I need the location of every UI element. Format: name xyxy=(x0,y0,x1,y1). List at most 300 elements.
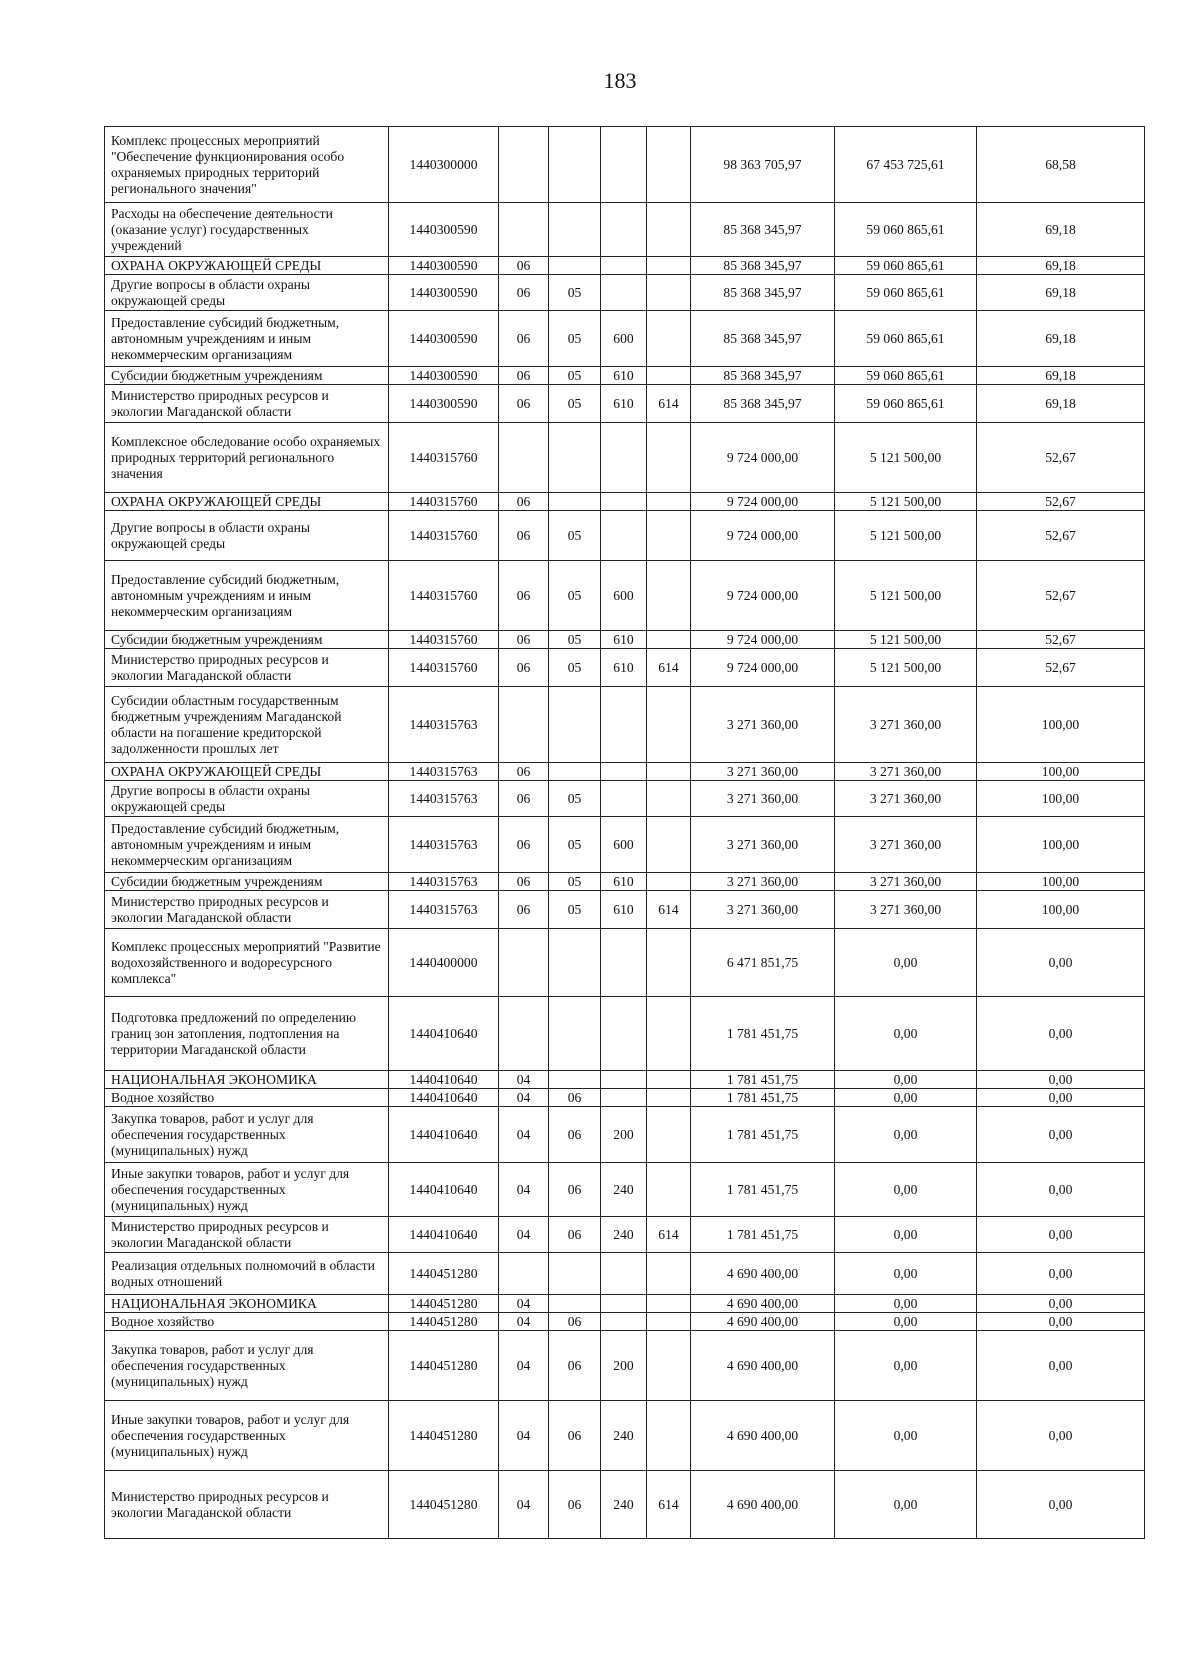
section-code-cell: 04 xyxy=(499,1107,549,1163)
ministry-code-cell xyxy=(647,1071,691,1089)
ministry-code-cell xyxy=(647,257,691,275)
execution-percent-cell: 69,18 xyxy=(977,275,1145,311)
executed-amount-cell: 0,00 xyxy=(835,929,977,997)
target-code-cell: 1440300000 xyxy=(389,127,499,203)
table-row xyxy=(105,1217,1145,1253)
subsection-code-cell xyxy=(549,423,601,493)
executed-amount-cell: 0,00 xyxy=(835,1471,977,1539)
ministry-code-cell xyxy=(647,1107,691,1163)
section-code-cell: 06 xyxy=(499,275,549,311)
table-row xyxy=(105,511,1145,561)
table-row xyxy=(105,493,1145,511)
target-code-cell: 1440410640 xyxy=(389,1217,499,1253)
execution-percent-cell: 0,00 xyxy=(977,1471,1145,1539)
row-name-cell: Министерство природных ресурсов и экологии Магаданской области xyxy=(105,1217,389,1253)
subsection-code-cell: 06 xyxy=(549,1217,601,1253)
target-code-cell: 1440315763 xyxy=(389,891,499,929)
expense-type-cell xyxy=(601,687,647,763)
execution-percent-cell: 0,00 xyxy=(977,1107,1145,1163)
section-code-cell: 06 xyxy=(499,511,549,561)
section-code-cell: 06 xyxy=(499,763,549,781)
table-row xyxy=(105,1295,1145,1313)
execution-percent-cell: 0,00 xyxy=(977,1253,1145,1295)
table-row xyxy=(105,127,1145,203)
section-code-cell: 06 xyxy=(499,385,549,423)
target-code-cell: 1440410640 xyxy=(389,1107,499,1163)
section-code-cell xyxy=(499,127,549,203)
subsection-code-cell: 05 xyxy=(549,649,601,687)
planned-amount-cell: 1 781 451,75 xyxy=(691,1163,835,1217)
row-name-cell: Подготовка предложений по определению границ зон затопления, подтопления на территории Магаданской области xyxy=(105,997,389,1071)
section-code-cell: 04 xyxy=(499,1295,549,1313)
table-row xyxy=(105,1089,1145,1107)
planned-amount-cell: 3 271 360,00 xyxy=(691,817,835,873)
page-number: 183 xyxy=(603,68,637,93)
planned-amount-cell: 4 690 400,00 xyxy=(691,1401,835,1471)
planned-amount-cell: 9 724 000,00 xyxy=(691,493,835,511)
planned-amount-cell: 4 690 400,00 xyxy=(691,1295,835,1313)
planned-amount-cell: 9 724 000,00 xyxy=(691,511,835,561)
subsection-code-cell xyxy=(549,687,601,763)
execution-percent-cell: 69,18 xyxy=(977,311,1145,367)
executed-amount-cell: 5 121 500,00 xyxy=(835,423,977,493)
subsection-code-cell: 05 xyxy=(549,781,601,817)
subsection-code-cell: 06 xyxy=(549,1089,601,1107)
section-code-cell xyxy=(499,203,549,257)
table-row xyxy=(105,997,1145,1071)
table-row xyxy=(105,781,1145,817)
subsection-code-cell xyxy=(549,493,601,511)
row-name-cell: Субсидии бюджетным учреждениям xyxy=(105,873,389,891)
table-row xyxy=(105,763,1145,781)
subsection-code-cell xyxy=(549,203,601,257)
table-row xyxy=(105,1107,1145,1163)
ministry-code-cell xyxy=(647,1295,691,1313)
row-name-cell: Иные закупки товаров, работ и услуг для обеспечения государственных (муниципальных) нужд xyxy=(105,1163,389,1217)
executed-amount-cell: 59 060 865,61 xyxy=(835,203,977,257)
planned-amount-cell: 3 271 360,00 xyxy=(691,763,835,781)
planned-amount-cell: 4 690 400,00 xyxy=(691,1253,835,1295)
target-code-cell: 1440451280 xyxy=(389,1331,499,1401)
section-code-cell xyxy=(499,929,549,997)
ministry-code-cell xyxy=(647,781,691,817)
ministry-code-cell xyxy=(647,1089,691,1107)
target-code-cell: 1440451280 xyxy=(389,1295,499,1313)
section-code-cell: 04 xyxy=(499,1313,549,1331)
expense-type-cell: 240 xyxy=(601,1471,647,1539)
execution-percent-cell: 69,18 xyxy=(977,385,1145,423)
ministry-code-cell xyxy=(647,631,691,649)
executed-amount-cell: 59 060 865,61 xyxy=(835,257,977,275)
target-code-cell: 1440410640 xyxy=(389,1089,499,1107)
table-row xyxy=(105,1471,1145,1539)
planned-amount-cell: 4 690 400,00 xyxy=(691,1471,835,1539)
execution-percent-cell: 52,67 xyxy=(977,631,1145,649)
row-name-cell: Субсидии областным государственным бюджетным учреждениям Магаданской области на погашение кредиторской задолженности прошлых лет xyxy=(105,687,389,763)
ministry-code-cell xyxy=(647,817,691,873)
ministry-code-cell: 614 xyxy=(647,1217,691,1253)
row-name-cell: Водное хозяйство xyxy=(105,1313,389,1331)
target-code-cell: 1440315760 xyxy=(389,561,499,631)
table-row xyxy=(105,561,1145,631)
planned-amount-cell: 9 724 000,00 xyxy=(691,423,835,493)
target-code-cell: 1440315760 xyxy=(389,493,499,511)
table-row xyxy=(105,367,1145,385)
planned-amount-cell: 9 724 000,00 xyxy=(691,649,835,687)
section-code-cell: 06 xyxy=(499,873,549,891)
target-code-cell: 1440315760 xyxy=(389,423,499,493)
section-code-cell: 04 xyxy=(499,1217,549,1253)
subsection-code-cell: 06 xyxy=(549,1401,601,1471)
planned-amount-cell: 1 781 451,75 xyxy=(691,997,835,1071)
executed-amount-cell: 5 121 500,00 xyxy=(835,511,977,561)
expense-type-cell xyxy=(601,275,647,311)
row-name-cell: Закупка товаров, работ и услуг для обеспечения государственных (муниципальных) нужд xyxy=(105,1107,389,1163)
planned-amount-cell: 85 368 345,97 xyxy=(691,257,835,275)
section-code-cell: 06 xyxy=(499,817,549,873)
row-name-cell: Предоставление субсидий бюджетным, автономным учреждениям и иным некоммерческим организациям xyxy=(105,817,389,873)
section-code-cell: 06 xyxy=(499,367,549,385)
planned-amount-cell: 6 471 851,75 xyxy=(691,929,835,997)
subsection-code-cell: 05 xyxy=(549,891,601,929)
section-code-cell xyxy=(499,423,549,493)
row-name-cell: Субсидии бюджетным учреждениям xyxy=(105,367,389,385)
subsection-code-cell xyxy=(549,997,601,1071)
target-code-cell: 1440410640 xyxy=(389,997,499,1071)
target-code-cell: 1440315763 xyxy=(389,687,499,763)
target-code-cell: 1440300590 xyxy=(389,385,499,423)
subsection-code-cell: 05 xyxy=(549,561,601,631)
row-name-cell: Другие вопросы в области охраны окружающей среды xyxy=(105,511,389,561)
expense-type-cell: 610 xyxy=(601,385,647,423)
expense-type-cell: 610 xyxy=(601,873,647,891)
target-code-cell: 1440315760 xyxy=(389,631,499,649)
planned-amount-cell: 1 781 451,75 xyxy=(691,1089,835,1107)
execution-percent-cell: 100,00 xyxy=(977,817,1145,873)
executed-amount-cell: 59 060 865,61 xyxy=(835,311,977,367)
subsection-code-cell: 06 xyxy=(549,1107,601,1163)
row-name-cell: НАЦИОНАЛЬНАЯ ЭКОНОМИКА xyxy=(105,1071,389,1089)
section-code-cell xyxy=(499,1253,549,1295)
executed-amount-cell: 0,00 xyxy=(835,1217,977,1253)
row-name-cell: Министерство природных ресурсов и экологии Магаданской области xyxy=(105,891,389,929)
executed-amount-cell: 3 271 360,00 xyxy=(835,781,977,817)
executed-amount-cell: 5 121 500,00 xyxy=(835,649,977,687)
target-code-cell: 1440451280 xyxy=(389,1401,499,1471)
execution-percent-cell: 100,00 xyxy=(977,873,1145,891)
execution-percent-cell: 52,67 xyxy=(977,649,1145,687)
ministry-code-cell xyxy=(647,929,691,997)
expense-type-cell: 600 xyxy=(601,311,647,367)
subsection-code-cell: 05 xyxy=(549,275,601,311)
subsection-code-cell xyxy=(549,1071,601,1089)
table-row xyxy=(105,385,1145,423)
target-code-cell: 1440400000 xyxy=(389,929,499,997)
target-code-cell: 1440300590 xyxy=(389,311,499,367)
row-name-cell: Министерство природных ресурсов и экологии Магаданской области xyxy=(105,649,389,687)
subsection-code-cell xyxy=(549,127,601,203)
execution-percent-cell: 69,18 xyxy=(977,257,1145,275)
subsection-code-cell: 05 xyxy=(549,817,601,873)
row-name-cell: Другие вопросы в области охраны окружающей среды xyxy=(105,781,389,817)
planned-amount-cell: 1 781 451,75 xyxy=(691,1071,835,1089)
expense-type-cell xyxy=(601,493,647,511)
target-code-cell: 1440410640 xyxy=(389,1071,499,1089)
expense-type-cell xyxy=(601,423,647,493)
row-name-cell: ОХРАНА ОКРУЖАЮЩЕЙ СРЕДЫ xyxy=(105,763,389,781)
ministry-code-cell xyxy=(647,1253,691,1295)
section-code-cell: 06 xyxy=(499,891,549,929)
executed-amount-cell: 5 121 500,00 xyxy=(835,631,977,649)
planned-amount-cell: 98 363 705,97 xyxy=(691,127,835,203)
subsection-code-cell: 06 xyxy=(549,1471,601,1539)
expense-type-cell: 240 xyxy=(601,1163,647,1217)
execution-percent-cell: 52,67 xyxy=(977,511,1145,561)
section-code-cell: 06 xyxy=(499,631,549,649)
ministry-code-cell xyxy=(647,561,691,631)
expense-type-cell xyxy=(601,1253,647,1295)
subsection-code-cell: 05 xyxy=(549,311,601,367)
section-code-cell: 06 xyxy=(499,311,549,367)
ministry-code-cell: 614 xyxy=(647,891,691,929)
expense-type-cell xyxy=(601,257,647,275)
ministry-code-cell xyxy=(647,873,691,891)
expense-type-cell xyxy=(601,997,647,1071)
planned-amount-cell: 4 690 400,00 xyxy=(691,1331,835,1401)
executed-amount-cell: 0,00 xyxy=(835,1295,977,1313)
executed-amount-cell: 0,00 xyxy=(835,1253,977,1295)
subsection-code-cell: 05 xyxy=(549,511,601,561)
target-code-cell: 1440451280 xyxy=(389,1253,499,1295)
subsection-code-cell: 05 xyxy=(549,385,601,423)
execution-percent-cell: 69,18 xyxy=(977,367,1145,385)
row-name-cell: Министерство природных ресурсов и экологии Магаданской области xyxy=(105,385,389,423)
row-name-cell: Водное хозяйство xyxy=(105,1089,389,1107)
table-row xyxy=(105,203,1145,257)
expense-type-cell: 600 xyxy=(601,817,647,873)
planned-amount-cell: 4 690 400,00 xyxy=(691,1313,835,1331)
target-code-cell: 1440451280 xyxy=(389,1471,499,1539)
planned-amount-cell: 1 781 451,75 xyxy=(691,1217,835,1253)
target-code-cell: 1440315760 xyxy=(389,511,499,561)
section-code-cell: 06 xyxy=(499,649,549,687)
expense-type-cell xyxy=(601,511,647,561)
execution-percent-cell: 52,67 xyxy=(977,493,1145,511)
subsection-code-cell xyxy=(549,929,601,997)
row-name-cell: Комплекс процессных мероприятий "Развитие водохозяйственного и водоресурсного комплекса" xyxy=(105,929,389,997)
table-row xyxy=(105,423,1145,493)
execution-percent-cell: 100,00 xyxy=(977,687,1145,763)
execution-percent-cell: 0,00 xyxy=(977,1401,1145,1471)
target-code-cell: 1440451280 xyxy=(389,1313,499,1331)
ministry-code-cell xyxy=(647,1401,691,1471)
expense-type-cell xyxy=(601,1089,647,1107)
executed-amount-cell: 3 271 360,00 xyxy=(835,873,977,891)
target-code-cell: 1440300590 xyxy=(389,367,499,385)
table-row xyxy=(105,891,1145,929)
target-code-cell: 1440300590 xyxy=(389,275,499,311)
table-row xyxy=(105,817,1145,873)
ministry-code-cell xyxy=(647,493,691,511)
execution-percent-cell: 100,00 xyxy=(977,763,1145,781)
planned-amount-cell: 85 368 345,97 xyxy=(691,311,835,367)
section-code-cell xyxy=(499,687,549,763)
budget-execution-table xyxy=(104,126,1145,1539)
expense-type-cell xyxy=(601,763,647,781)
execution-percent-cell: 68,58 xyxy=(977,127,1145,203)
executed-amount-cell: 0,00 xyxy=(835,1071,977,1089)
table-row xyxy=(105,1401,1145,1471)
target-code-cell: 1440315763 xyxy=(389,817,499,873)
ministry-code-cell xyxy=(647,367,691,385)
table-row xyxy=(105,275,1145,311)
planned-amount-cell: 3 271 360,00 xyxy=(691,687,835,763)
execution-percent-cell: 0,00 xyxy=(977,1217,1145,1253)
execution-percent-cell: 100,00 xyxy=(977,891,1145,929)
subsection-code-cell: 05 xyxy=(549,873,601,891)
row-name-cell: Комплекс процессных мероприятий "Обеспечение функционирования особо охраняемых природных территорий регионального значения" xyxy=(105,127,389,203)
ministry-code-cell xyxy=(647,203,691,257)
table-row xyxy=(105,649,1145,687)
row-name-cell: Предоставление субсидий бюджетным, автономным учреждениям и иным некоммерческим организациям xyxy=(105,311,389,367)
ministry-code-cell xyxy=(647,997,691,1071)
table-row xyxy=(105,1071,1145,1089)
target-code-cell: 1440300590 xyxy=(389,203,499,257)
subsection-code-cell: 05 xyxy=(549,631,601,649)
subsection-code-cell: 05 xyxy=(549,367,601,385)
expense-type-cell: 240 xyxy=(601,1401,647,1471)
planned-amount-cell: 85 368 345,97 xyxy=(691,275,835,311)
execution-percent-cell: 52,67 xyxy=(977,561,1145,631)
executed-amount-cell: 3 271 360,00 xyxy=(835,817,977,873)
section-code-cell: 06 xyxy=(499,781,549,817)
expense-type-cell xyxy=(601,781,647,817)
subsection-code-cell: 06 xyxy=(549,1313,601,1331)
subsection-code-cell xyxy=(549,1253,601,1295)
ministry-code-cell xyxy=(647,311,691,367)
expense-type-cell: 610 xyxy=(601,631,647,649)
execution-percent-cell: 0,00 xyxy=(977,929,1145,997)
planned-amount-cell: 3 271 360,00 xyxy=(691,781,835,817)
expense-type-cell: 610 xyxy=(601,891,647,929)
expense-type-cell xyxy=(601,203,647,257)
expense-type-cell: 200 xyxy=(601,1331,647,1401)
table-row xyxy=(105,257,1145,275)
target-code-cell: 1440315760 xyxy=(389,649,499,687)
expense-type-cell: 200 xyxy=(601,1107,647,1163)
execution-percent-cell: 0,00 xyxy=(977,1071,1145,1089)
executed-amount-cell: 0,00 xyxy=(835,1089,977,1107)
target-code-cell: 1440300590 xyxy=(389,257,499,275)
ministry-code-cell xyxy=(647,275,691,311)
execution-percent-cell: 0,00 xyxy=(977,1163,1145,1217)
table-row xyxy=(105,1313,1145,1331)
expense-type-cell: 610 xyxy=(601,367,647,385)
executed-amount-cell: 5 121 500,00 xyxy=(835,561,977,631)
executed-amount-cell: 0,00 xyxy=(835,1401,977,1471)
section-code-cell: 04 xyxy=(499,1163,549,1217)
execution-percent-cell: 100,00 xyxy=(977,781,1145,817)
execution-percent-cell: 52,67 xyxy=(977,423,1145,493)
planned-amount-cell: 1 781 451,75 xyxy=(691,1107,835,1163)
ministry-code-cell xyxy=(647,423,691,493)
ministry-code-cell xyxy=(647,1313,691,1331)
section-code-cell: 06 xyxy=(499,561,549,631)
target-code-cell: 1440315763 xyxy=(389,873,499,891)
execution-percent-cell: 0,00 xyxy=(977,997,1145,1071)
executed-amount-cell: 59 060 865,61 xyxy=(835,275,977,311)
execution-percent-cell: 0,00 xyxy=(977,1295,1145,1313)
expense-type-cell: 610 xyxy=(601,649,647,687)
planned-amount-cell: 3 271 360,00 xyxy=(691,891,835,929)
ministry-code-cell xyxy=(647,687,691,763)
row-name-cell: ОХРАНА ОКРУЖАЮЩЕЙ СРЕДЫ xyxy=(105,257,389,275)
execution-percent-cell: 0,00 xyxy=(977,1089,1145,1107)
ministry-code-cell: 614 xyxy=(647,385,691,423)
planned-amount-cell: 9 724 000,00 xyxy=(691,631,835,649)
row-name-cell: Предоставление субсидий бюджетным, автономным учреждениям и иным некоммерческим организациям xyxy=(105,561,389,631)
table-row xyxy=(105,631,1145,649)
section-code-cell: 04 xyxy=(499,1401,549,1471)
expense-type-cell xyxy=(601,929,647,997)
executed-amount-cell: 3 271 360,00 xyxy=(835,763,977,781)
table-row xyxy=(105,1331,1145,1401)
executed-amount-cell: 0,00 xyxy=(835,1313,977,1331)
ministry-code-cell xyxy=(647,1163,691,1217)
executed-amount-cell: 67 453 725,61 xyxy=(835,127,977,203)
section-code-cell: 06 xyxy=(499,257,549,275)
planned-amount-cell: 9 724 000,00 xyxy=(691,561,835,631)
expense-type-cell xyxy=(601,1071,647,1089)
target-code-cell: 1440410640 xyxy=(389,1163,499,1217)
section-code-cell: 04 xyxy=(499,1331,549,1401)
execution-percent-cell: 0,00 xyxy=(977,1313,1145,1331)
ministry-code-cell xyxy=(647,1331,691,1401)
executed-amount-cell: 0,00 xyxy=(835,1331,977,1401)
executed-amount-cell: 3 271 360,00 xyxy=(835,891,977,929)
ministry-code-cell xyxy=(647,511,691,561)
subsection-code-cell: 06 xyxy=(549,1331,601,1401)
ministry-code-cell: 614 xyxy=(647,1471,691,1539)
section-code-cell: 06 xyxy=(499,493,549,511)
section-code-cell: 04 xyxy=(499,1089,549,1107)
ministry-code-cell xyxy=(647,763,691,781)
row-name-cell: НАЦИОНАЛЬНАЯ ЭКОНОМИКА xyxy=(105,1295,389,1313)
table-body xyxy=(105,127,1145,1539)
section-code-cell: 04 xyxy=(499,1071,549,1089)
subsection-code-cell xyxy=(549,257,601,275)
executed-amount-cell: 59 060 865,61 xyxy=(835,385,977,423)
row-name-cell: Другие вопросы в области охраны окружающей среды xyxy=(105,275,389,311)
expense-type-cell xyxy=(601,1295,647,1313)
executed-amount-cell: 0,00 xyxy=(835,1163,977,1217)
subsection-code-cell: 06 xyxy=(549,1163,601,1217)
expense-type-cell: 600 xyxy=(601,561,647,631)
section-code-cell: 04 xyxy=(499,1471,549,1539)
table-row xyxy=(105,311,1145,367)
executed-amount-cell: 59 060 865,61 xyxy=(835,367,977,385)
expense-type-cell xyxy=(601,1313,647,1331)
row-name-cell: Комплексное обследование особо охраняемых природных территорий регионального значения xyxy=(105,423,389,493)
table-row xyxy=(105,929,1145,997)
row-name-cell: Министерство природных ресурсов и экологии Магаданской области xyxy=(105,1471,389,1539)
executed-amount-cell: 5 121 500,00 xyxy=(835,493,977,511)
subsection-code-cell xyxy=(549,1295,601,1313)
table-row xyxy=(105,1163,1145,1217)
target-code-cell: 1440315763 xyxy=(389,763,499,781)
row-name-cell: Расходы на обеспечение деятельности (оказание услуг) государственных учреждений xyxy=(105,203,389,257)
section-code-cell xyxy=(499,997,549,1071)
